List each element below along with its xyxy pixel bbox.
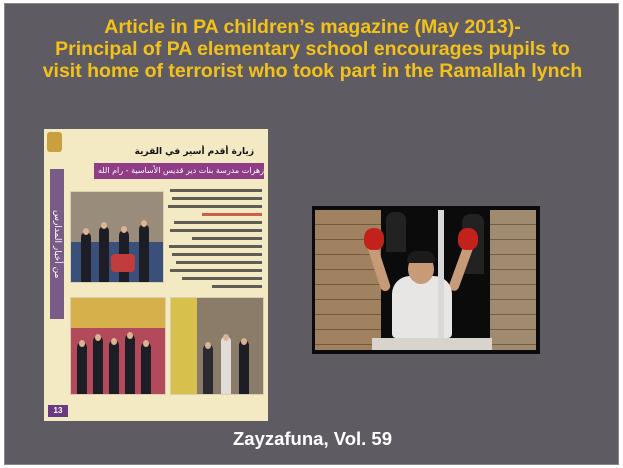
magazine-logo-icon (47, 132, 62, 152)
title-line-3: visit home of terrorist who took part in the Ramallah lynch (42, 60, 583, 82)
title-line-1: Article in PA children’s magazine (May 2013)- (104, 16, 521, 38)
magazine-photo-classroom (70, 191, 164, 283)
magazine-subheadline: زهرات مدرسة بنات دير قديس الأساسية - رام الله (94, 163, 264, 179)
slide-title (5, 16, 620, 82)
photo-wall-right (490, 210, 536, 350)
slide-caption: Zayzafuna, Vol. 59 (232, 428, 392, 449)
magazine-headline: زيارة أقدم أسير في القرية (134, 147, 254, 157)
title-line-2: Principal of PA elementary school encourages pupils to (55, 38, 570, 60)
photo-person-hair (407, 251, 435, 263)
magazine-article-text (166, 189, 262, 301)
photo-red-hand-right (458, 228, 478, 250)
photo-red-hand-left (364, 228, 384, 250)
magazine-photo-visit (170, 297, 264, 395)
photo-background-figure (386, 212, 406, 252)
magazine-photo-group (70, 297, 166, 395)
lynch-photo (312, 206, 540, 354)
photo-window-frame (438, 210, 444, 350)
slide (4, 3, 619, 465)
magazine-side-label: من أخبار المدارس (50, 169, 64, 319)
photo-window-sill (372, 338, 492, 350)
magazine-page-image (44, 129, 268, 421)
magazine-page-number: 13 (48, 405, 68, 417)
